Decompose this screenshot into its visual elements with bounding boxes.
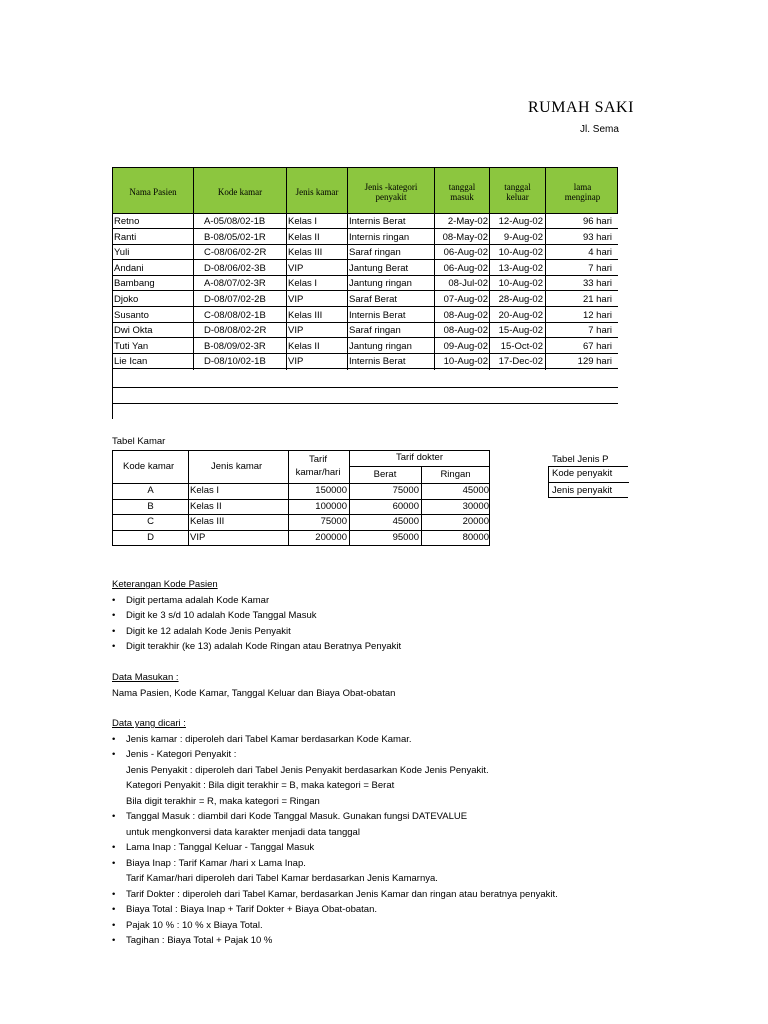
list-item-text: Tanggal Masuk : diambil dari Kode Tanggal Masuk. Gunakan fungsi DATEVALUE <box>126 811 468 822</box>
patient-table-header <box>112 167 618 214</box>
table-cell: 08-Aug-02 <box>443 309 488 321</box>
list-item-text: Bila digit terakhir = R, maka kategori = Ringan <box>126 795 320 807</box>
table-cell: Kelas I <box>288 278 318 290</box>
bullet-icon: • <box>112 610 116 621</box>
bullet-icon: • <box>112 733 116 745</box>
address: Jl. Sema <box>580 124 619 135</box>
table-cell: VIP <box>288 325 304 337</box>
table-cell: 13-Aug-02 <box>498 262 543 274</box>
table-cell: 10-Aug-02 <box>443 356 488 368</box>
kamar-cell: Kelas III <box>190 516 225 527</box>
table-cell: 9-Aug-02 <box>503 231 543 243</box>
table-cell: Andani <box>114 262 144 274</box>
list-item <box>112 794 558 810</box>
kamar-cell: 80000 <box>462 531 489 543</box>
table-cell: Dwi Okta <box>114 325 153 337</box>
table-cell: B-08/09/02-3R <box>204 340 266 352</box>
table-cell: Jantung Berat <box>349 262 409 274</box>
col-nama-pasien: Nama Pasien <box>113 168 194 215</box>
table-cell: Kelas II <box>288 231 320 243</box>
table-cell: 20-Aug-02 <box>498 309 543 321</box>
list-item-text: Tarif Dokter : diperoleh dari Tabel Kamar, berdasarkan Jenis Kamar dan ringan atau beratnya penyakit. <box>126 888 558 900</box>
kamar-header-tarif-dokter: Tarif dokter <box>396 452 443 463</box>
kamar-header-ringan: Ringan <box>440 469 471 480</box>
kamar-cell: A <box>147 485 154 496</box>
kamar-cell: 200000 <box>315 531 347 543</box>
table-cell: Saraf ringan <box>349 325 401 337</box>
patient-table <box>112 167 618 419</box>
col-lama-menginap: lama menginap <box>564 181 601 202</box>
kamar-cell: D <box>147 531 154 543</box>
table-cell: Ranti <box>114 231 137 243</box>
data-dicari-title: Data yang dicari : <box>112 718 186 729</box>
table-row <box>112 339 618 354</box>
list-item <box>112 902 558 918</box>
empty-row <box>112 370 618 388</box>
bullet-icon: • <box>112 811 116 822</box>
table-row <box>112 214 618 229</box>
table-cell: D-08/10/02-1B <box>204 356 266 368</box>
table-cell: 09-Aug-02 <box>443 340 488 352</box>
table-cell: Jantung ringan <box>349 278 412 290</box>
table-cell: A-08/07/02-3R <box>204 278 266 290</box>
table-cell: Saraf ringan <box>349 247 401 259</box>
list-item <box>112 778 558 794</box>
table-cell: 08-May-02 <box>442 231 488 243</box>
list-item-text: Kategori Penyakit : Bila digit terakhir = B, maka kategori = Berat <box>126 780 395 791</box>
table-cell: Kelas III <box>288 309 323 321</box>
table-cell: C-08/06/02-2R <box>204 247 267 259</box>
bullet-icon: • <box>112 919 116 931</box>
page-title: RUMAH SAKI <box>528 99 634 116</box>
table-cell: Kelas I <box>288 216 318 227</box>
table-cell: C-08/08/02-1B <box>204 309 266 321</box>
bullet-icon: • <box>112 857 116 869</box>
table-cell: Saraf Berat <box>349 294 398 305</box>
table-row <box>112 292 618 307</box>
table-cell: 2-May-02 <box>447 216 488 227</box>
table-cell: VIP <box>288 356 304 368</box>
table-cell: Yuli <box>114 247 130 259</box>
col-kode-kamar: Kode kamar <box>194 168 287 215</box>
table-cell: 33 hari <box>582 278 612 290</box>
kamar-header-kode: Kode kamar <box>123 461 175 472</box>
table-cell: 7 hari <box>588 325 612 337</box>
list-item <box>112 856 558 872</box>
table-cell: D-08/07/02-2B <box>204 294 266 305</box>
list-item-text: Digit terakhir (ke 13) adalah Kode Ringan atau Beratnya Penyakit <box>126 641 402 652</box>
table-row <box>112 276 618 291</box>
table-cell: Jantung ringan <box>349 340 412 352</box>
table-row <box>112 261 618 276</box>
table-cell: 10-Aug-02 <box>498 278 543 290</box>
table-row <box>112 245 618 260</box>
table-cell: 7 hari <box>588 262 612 274</box>
bullet-icon: • <box>112 641 116 652</box>
kamar-cell: VIP <box>190 531 206 543</box>
kamar-cell: 60000 <box>392 500 419 512</box>
table-cell: 28-Aug-02 <box>498 294 543 305</box>
kamar-header-jenis: Jenis kamar <box>211 461 263 472</box>
table-cell: Lie Ican <box>114 356 148 368</box>
table-cell: 4 hari <box>588 247 612 259</box>
kamar-header-berat: Berat <box>373 469 397 480</box>
bullet-icon: • <box>112 935 116 946</box>
data-masukan-text: Nama Pasien, Kode Kamar, Tanggal Keluar dan Biaya Obat-obatan <box>112 687 396 699</box>
list-item-text: Pajak 10 % : 10 % x Biaya Total. <box>126 919 263 931</box>
kamar-table <box>112 450 490 546</box>
kamar-cell: B <box>147 500 154 512</box>
table-cell: 10-Aug-02 <box>498 247 543 259</box>
list-item <box>112 871 558 887</box>
keterangan-section <box>112 577 401 655</box>
table-cell: Internis ringan <box>349 231 410 243</box>
jenis-penyakit-table-label: Tabel Jenis P <box>552 454 609 465</box>
data-dicari-section <box>112 716 558 949</box>
col-tanggal-keluar: tanggal keluar <box>490 168 546 215</box>
kamar-cell: 30000 <box>462 500 489 512</box>
table-cell: 06-Aug-02 <box>443 247 488 259</box>
list-item-text: Lama Inap : Tanggal Keluar - Tanggal Masuk <box>126 842 315 853</box>
list-item <box>112 624 401 640</box>
table-cell: 12-Aug-02 <box>498 216 543 227</box>
table-row <box>112 308 618 323</box>
table-cell: 08-Aug-02 <box>443 325 488 337</box>
kamar-cell: 150000 <box>315 485 347 496</box>
list-item-text: Jenis Penyakit : diperoleh dari Tabel Jenis Penyakit berdasarkan Kode Jenis Penyakit. <box>126 764 489 776</box>
kamar-cell: 45000 <box>462 485 489 496</box>
kamar-table-label: Tabel Kamar <box>112 436 166 447</box>
kamar-cell: 45000 <box>392 516 419 527</box>
list-item-text: Jenis - Kategori Penyakit : <box>126 749 237 760</box>
empty-row <box>112 403 618 419</box>
kamar-cell: 20000 <box>462 516 489 527</box>
table-cell: Bambang <box>114 278 155 290</box>
table-cell: Tuti Yan <box>114 340 149 352</box>
table-cell: Kelas III <box>288 247 323 259</box>
list-item <box>112 639 401 655</box>
kamar-header-tarif: Tarif kamar/hari <box>295 454 341 478</box>
kamar-cell: 100000 <box>315 500 347 512</box>
jenis-penyakit-table <box>548 466 628 498</box>
jp-kode-penyakit: Kode penyakit <box>552 468 613 479</box>
list-item <box>112 887 558 903</box>
table-cell: 08-Jul-02 <box>448 278 488 290</box>
kamar-cell: 75000 <box>392 485 419 496</box>
list-item <box>112 840 558 856</box>
list-item <box>112 918 558 934</box>
table-cell: VIP <box>288 262 304 274</box>
list-item-text: Tagihan : Biaya Total + Pajak 10 % <box>126 935 273 946</box>
empty-row <box>112 387 618 404</box>
bullet-icon: • <box>112 888 116 900</box>
bullet-icon: • <box>112 842 116 853</box>
table-cell: Djoko <box>114 294 139 305</box>
list-item <box>112 747 558 763</box>
data-masukan-section <box>112 670 395 701</box>
list-item-text: Biaya Inap : Tarif Kamar /hari x Lama Inap. <box>126 857 306 869</box>
table-row <box>112 323 618 338</box>
table-cell: D-08/08/02-2R <box>204 325 267 337</box>
table-cell: 15-Aug-02 <box>498 325 543 337</box>
kamar-cell: Kelas II <box>190 500 222 512</box>
table-cell: 67 hari <box>582 340 612 352</box>
table-cell: Retno <box>114 216 140 227</box>
list-item-text: Jenis kamar : diperoleh dari Tabel Kamar berdasarkan Kode Kamar. <box>126 733 412 745</box>
col-jenis-kamar: Jenis kamar <box>287 168 348 215</box>
table-cell: 93 hari <box>582 231 612 243</box>
table-cell: Internis Berat <box>349 309 406 321</box>
list-item-text: Tarif Kamar/hari diperoleh dari Tabel Kamar berdasarkan Jenis Kamarnya. <box>126 873 438 884</box>
table-cell: 129 hari <box>577 356 612 368</box>
bullet-icon: • <box>112 625 116 637</box>
kamar-cell: Kelas I <box>190 485 220 496</box>
table-cell: A-05/08/02-1B <box>204 216 266 227</box>
list-item-text: Digit ke 3 s/d 10 adalah Kode Tanggal Masuk <box>126 610 317 621</box>
bullet-icon: • <box>112 594 116 606</box>
list-item <box>112 593 401 609</box>
list-item-text: Digit ke 12 adalah Kode Jenis Penyakit <box>126 625 291 637</box>
table-cell: Kelas II <box>288 340 320 352</box>
bullet-icon: • <box>112 904 116 915</box>
col-tanggal-masuk: tanggal masuk <box>435 168 490 215</box>
list-item <box>112 608 401 624</box>
table-cell: 21 hari <box>582 294 612 305</box>
kamar-cell: 95000 <box>392 531 419 543</box>
list-item <box>112 825 558 841</box>
table-cell: VIP <box>288 294 304 305</box>
table-cell: D-08/06/02-3B <box>204 262 266 274</box>
table-row <box>112 354 618 369</box>
list-item <box>112 732 558 748</box>
kamar-cell: C <box>147 516 154 527</box>
list-item-text: untuk mengkonversi data karakter menjadi data tanggal <box>126 826 360 838</box>
table-cell: 06-Aug-02 <box>443 262 488 274</box>
table-cell: Internis Berat <box>349 216 406 227</box>
table-cell: 96 hari <box>582 216 612 227</box>
table-cell: 15-Oct-02 <box>500 340 543 352</box>
list-item <box>112 933 558 949</box>
list-item-text: Biaya Total : Biaya Inap + Tarif Dokter + Biaya Obat-obatan. <box>126 904 378 915</box>
data-masukan-title: Data Masukan : <box>112 672 179 683</box>
table-row <box>112 230 618 245</box>
list-item-text: Digit pertama adalah Kode Kamar <box>126 594 270 606</box>
table-cell: 07-Aug-02 <box>443 294 488 305</box>
table-cell: Susanto <box>114 309 149 321</box>
keterangan-title: Keterangan Kode Pasien <box>112 579 218 590</box>
jp-jenis-penyakit: Jenis penyakit <box>552 485 613 496</box>
kamar-cell: 75000 <box>320 516 347 527</box>
bullet-icon: • <box>112 749 116 760</box>
table-cell: B-08/05/02-1R <box>204 231 266 243</box>
table-cell: 12 hari <box>582 309 612 321</box>
list-item <box>112 809 558 825</box>
table-cell: Internis Berat <box>349 356 406 368</box>
list-item <box>112 763 558 779</box>
table-cell: 17-Dec-02 <box>498 356 543 368</box>
col-jenis-kategori: Jenis -kategori penyakit <box>348 168 435 215</box>
